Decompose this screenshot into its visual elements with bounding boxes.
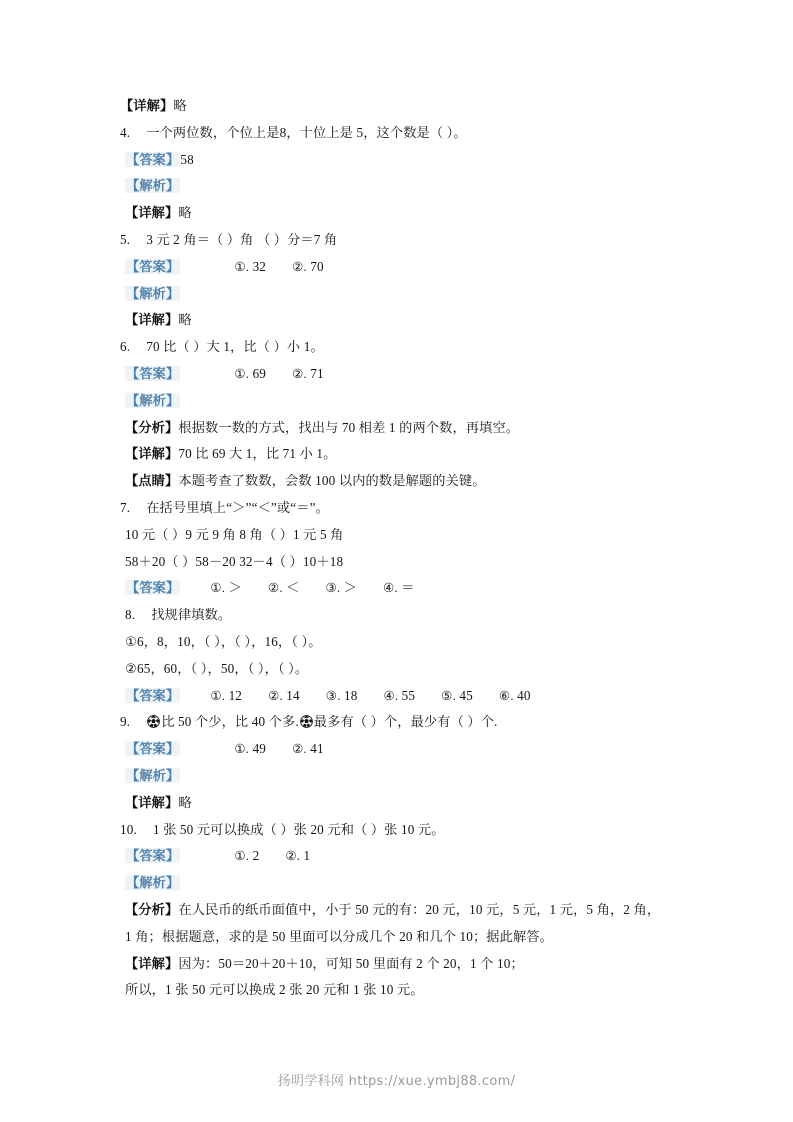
question-number: 4. — [120, 124, 131, 140]
answer-marker: ③. — [325, 688, 341, 703]
answer-line — [120, 361, 700, 388]
answer-item — [325, 575, 357, 602]
answer-marker: ⑤. — [441, 688, 456, 703]
question-stem — [120, 227, 700, 254]
analysis-line — [120, 763, 700, 790]
breakdown-continuation — [120, 924, 700, 951]
analysis-line — [120, 173, 700, 200]
breakdown-line — [120, 415, 700, 442]
answer-value: ＞ — [343, 580, 357, 596]
answer-item — [441, 683, 473, 710]
detail-line — [120, 441, 700, 468]
answer-item — [285, 843, 310, 870]
answer-marker: ①. — [234, 259, 250, 274]
answer-item — [292, 361, 324, 388]
answer-marker: ⑥. — [498, 688, 514, 703]
answer-value: 2 — [252, 848, 260, 864]
document-body — [120, 93, 700, 1004]
analysis-label: 【解析】 — [126, 767, 180, 783]
answer-item — [234, 361, 266, 388]
answer-line — [120, 843, 700, 870]
answer-item — [292, 254, 324, 281]
answer-marker: ①. — [210, 688, 226, 703]
answer-item — [234, 843, 259, 870]
sequence-text: ①6，8，10，（ ），（ ），16，（ ）。 — [125, 633, 322, 649]
analysis-label: 【解析】 — [126, 285, 180, 301]
comparison-row — [120, 522, 700, 549]
answer-item — [383, 683, 415, 710]
answer-marker: ②. — [267, 581, 283, 596]
detail-text: 所以，1 张 50 元可以换成 2 张 20 元和 1 张 10 元。 — [125, 982, 424, 998]
analysis-label: 【解析】 — [126, 178, 180, 194]
answer-value: 14 — [286, 687, 300, 703]
analysis-line — [120, 281, 700, 308]
answer-marker: ②. — [268, 688, 283, 703]
breakdown-text: 在人民币的纸币面值中，小于 50 元的有：20 元，10 元，5 元，1 元，5 角，2 角， — [178, 901, 661, 917]
answer-item — [292, 736, 324, 763]
highlight-text: 本题考查了数数，会数 100 以内的数是解题的关键。 — [178, 473, 486, 489]
answer-value: 40 — [517, 687, 531, 703]
answer-item — [210, 683, 242, 710]
answer-value: ＜ — [286, 580, 300, 596]
question-stem — [120, 495, 700, 522]
detail-text: 略 — [178, 312, 192, 328]
answer-marker: ④. — [383, 581, 398, 596]
detail-text: 略 — [178, 794, 192, 810]
question-stem — [120, 334, 700, 361]
breakdown-line — [120, 897, 700, 924]
answer-item — [326, 683, 358, 710]
comparison-row — [120, 549, 700, 576]
answer-marker: ②. — [292, 742, 307, 757]
analysis-label: 【解析】 — [126, 392, 180, 408]
answer-label: 【答案】 — [126, 365, 180, 381]
detail-label: 【详解】 — [125, 794, 179, 810]
question-text: 70 比（ ）大 1，比（ ）小 1。 — [146, 339, 324, 355]
answer-label: 【答案】 — [126, 741, 180, 757]
answer-line — [120, 575, 700, 602]
answer-marker: ①. — [234, 849, 250, 864]
question-number: 6. — [120, 339, 131, 355]
answer-value: 32 — [252, 258, 267, 274]
detail-text: 70 比 69 大 1，比 71 小 1。 — [178, 446, 337, 462]
sequence-row — [120, 629, 700, 656]
answer-value: 69 — [252, 365, 267, 381]
breakdown-label: 【分析】 — [125, 419, 179, 435]
answer-label: 【答案】 — [126, 151, 180, 167]
detail-label: 【详解】 — [125, 446, 179, 462]
detail-continuation — [120, 977, 700, 1004]
answer-value: 49 — [252, 741, 267, 757]
question-number: 5. — [120, 231, 131, 247]
detail-text: 略 — [178, 205, 192, 221]
detail-text: 因为：50＝20＋20＋10，可知 50 里面有 2 个 20，1 个 10； — [178, 955, 524, 971]
answer-value: 12 — [228, 687, 243, 703]
question-number: 10. — [120, 821, 137, 837]
question-text: 在括号里填上“＞”“＜”或“＝”。 — [146, 499, 329, 515]
answer-marker: ③. — [325, 581, 341, 596]
answer-label: 【答案】 — [126, 687, 180, 703]
answer-marker: ④. — [383, 688, 399, 703]
answer-line — [120, 147, 700, 174]
question-number: 9. — [120, 714, 131, 730]
answer-marker: ②. — [285, 849, 301, 864]
answer-line — [120, 683, 700, 710]
answer-value: 70 — [310, 258, 324, 274]
answer-line — [120, 254, 700, 281]
question-text: 1 张 50 元可以换成（ ）张 20 元和（ ）张 10 元。 — [152, 821, 445, 837]
answer-value: ＞ — [228, 580, 242, 596]
answer-value: 55 — [401, 687, 416, 703]
answer-item — [210, 575, 242, 602]
answer-line — [120, 736, 700, 763]
detail-line — [120, 951, 700, 978]
detail-label: 【详解】 — [125, 955, 179, 971]
answer-marker: ①. — [210, 581, 226, 596]
breakdown-text: 1 角；根据题意，求的是 50 里面可以分成几个 20 和几个 10；据此解答。 — [125, 928, 553, 944]
question-number: 8. — [125, 607, 136, 623]
footer-watermark: 扬明学科网 https://xue.ymbj88.com/ — [277, 1074, 516, 1089]
answer-value: ＝ — [401, 580, 415, 596]
question-stem — [120, 120, 700, 147]
answer-value: 71 — [310, 365, 324, 381]
answer-value: 41 — [310, 741, 324, 757]
detail-line — [120, 93, 700, 120]
answer-marker: ①. — [234, 742, 250, 757]
analysis-line — [120, 388, 700, 415]
answer-item — [499, 683, 531, 710]
soccer-ball-icon — [300, 711, 313, 724]
question-text: 一个两位数，个位上是8，十位上是 5，这个数是（ ）。 — [146, 124, 467, 140]
sequence-row — [120, 656, 700, 683]
answer-label: 【答案】 — [126, 258, 180, 274]
question-text-part1: 比 50 个少，比 40 个多. — [161, 714, 299, 730]
question-number: 7. — [120, 499, 131, 515]
answer-marker: ②. — [292, 366, 307, 381]
breakdown-label: 【分析】 — [125, 901, 179, 917]
question-stem — [120, 709, 700, 736]
detail-label: 【详解】 — [120, 98, 174, 113]
answer-value: 18 — [343, 687, 358, 703]
answer-value: 58 — [180, 151, 194, 167]
answer-item — [234, 736, 266, 763]
analysis-line — [120, 870, 700, 897]
analysis-label: 【解析】 — [126, 875, 180, 891]
answer-item — [268, 683, 300, 710]
answer-label: 【答案】 — [126, 848, 180, 864]
soccer-ball-icon — [147, 711, 160, 724]
detail-line — [120, 200, 700, 227]
question-text: 3 元 2 角＝（ ）角 （ ）分＝7 角 — [146, 231, 338, 247]
detail-text: 略 — [173, 98, 187, 113]
question-text-part2: 最多有（ ）个，最少有（ ）个. — [313, 714, 498, 730]
answer-item — [383, 575, 415, 602]
question-stem — [120, 602, 700, 629]
sequence-text: ②65，60，（ ），50，（ ），（ ）。 — [125, 660, 309, 676]
highlight-label: 【点睛】 — [125, 473, 179, 489]
detail-line — [120, 790, 700, 817]
question-text: 找规律填数。 — [151, 607, 232, 623]
answer-value: 1 — [303, 848, 311, 864]
answer-item — [268, 575, 300, 602]
question-stem — [120, 817, 700, 844]
answer-value: 45 — [459, 687, 473, 703]
comparison-text: 58＋20（ ）58－20 32－4（ ）10＋18 — [125, 553, 344, 569]
answer-item — [234, 254, 266, 281]
answer-marker: ①. — [234, 366, 250, 381]
comparison-text: 10 元（ ）9 元 9 角 8 角（ ）1 元 5 角 — [125, 526, 344, 542]
detail-line — [120, 307, 700, 334]
answer-label: 【答案】 — [126, 580, 180, 596]
highlight-line — [120, 468, 700, 495]
breakdown-text: 根据数一数的方式，找出与 70 相差 1 的两个数，再填空。 — [178, 419, 520, 435]
detail-label: 【详解】 — [125, 312, 179, 328]
detail-label: 【详解】 — [125, 205, 179, 221]
answer-marker: ②. — [292, 259, 307, 274]
